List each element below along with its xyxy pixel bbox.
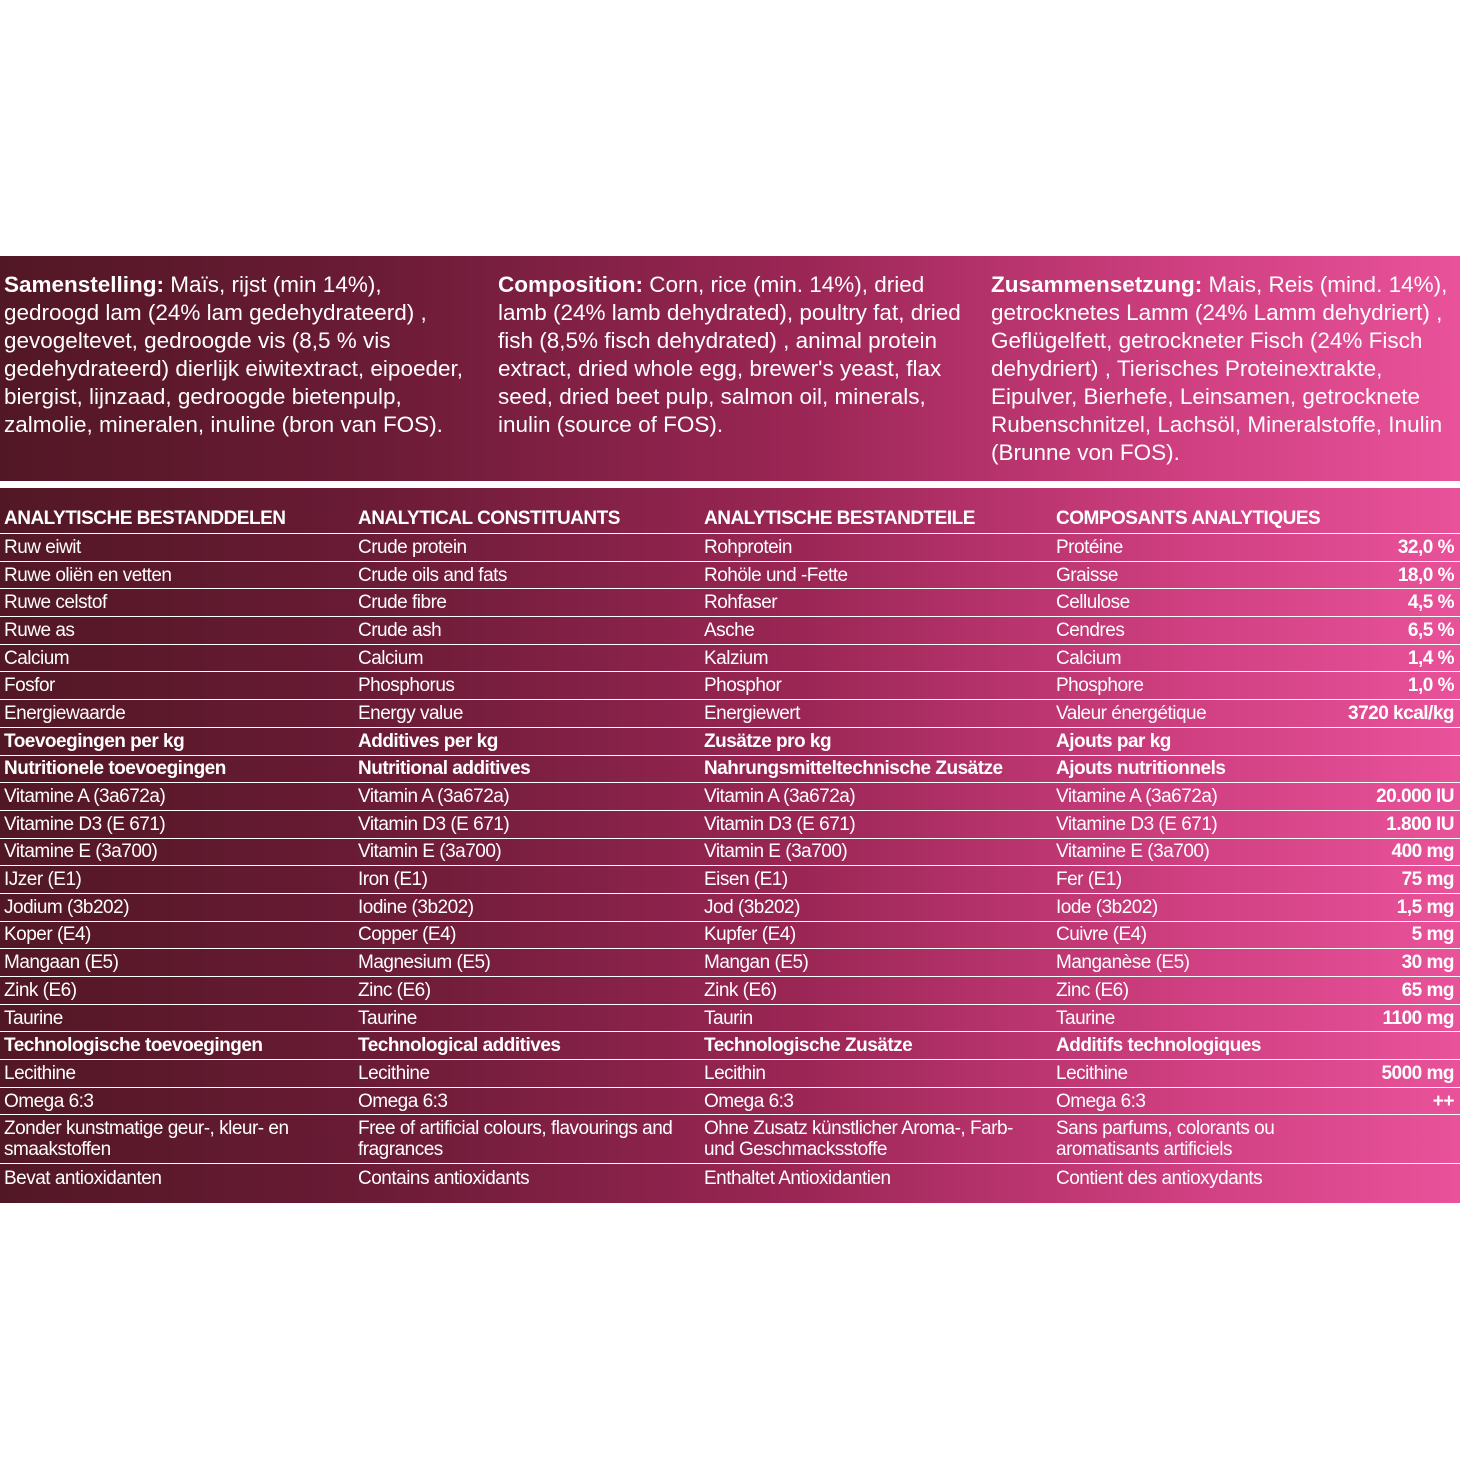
cell-de: Rohöle und -Fette [704,564,848,586]
cell-en: Iron (E1) [358,869,428,891]
cell-fr: Zinc (E6) [1056,979,1129,1001]
cell-nl: IJzer (E1) [4,869,82,891]
table-row [0,1164,1460,1192]
table-row [0,756,1460,784]
cell-fr: Manganèse (E5) [1056,952,1190,974]
cell-de: Nahrungsmitteltechnische Zusätze [704,758,1003,780]
table-row [0,922,1460,950]
cell-nl: Energiewaarde [4,702,126,724]
cell-value: 1.800 IU [1386,813,1454,835]
cell-nl: Lecithine [4,1062,76,1084]
cell-fr: Taurine [1056,1007,1115,1029]
cell-value: 1,0 % [1407,675,1454,697]
composition-nl [4,271,474,439]
cell-de: Mangan (E5) [704,952,809,974]
cell-fr: Protéine [1056,536,1123,558]
header-nl: ANALYTISCHE BESTANDDELEN [4,507,286,529]
cell-en: Vitamin E (3a700) [358,841,502,863]
cell-en: Phosphorus [358,675,455,697]
cell-en: Iodine (3b202) [358,896,474,918]
table-row [0,589,1460,617]
table-row [0,728,1460,756]
cell-de: Kupfer (E4) [704,924,796,946]
table-row [0,562,1460,590]
cell-fr: Contient des antioxydants [1056,1167,1263,1189]
cell-nl: Ruwe celstof [4,592,107,614]
cell-fr: Sans parfums, colorants ou aromatisants artificiels [1056,1118,1275,1161]
cell-fr: Phosphore [1056,675,1144,697]
cell-value: 3720 kcal/kg [1348,702,1454,724]
cell-fr: Calcium [1056,647,1122,669]
cell-value: ++ [1432,1090,1454,1112]
cell-de: Ohne Zusatz künstlicher Aroma-, Farb- und Geschmacksstoffe [704,1118,1013,1161]
cell-de: Phosphor [704,675,782,697]
table-row [0,534,1460,562]
cell-nl: Fosfor [4,675,55,697]
table-row [0,839,1460,867]
table-row [0,1115,1460,1164]
composition-de [991,271,1457,467]
cell-value: 1100 mg [1382,1007,1454,1029]
cell-value: 75 mg [1401,869,1454,891]
cell-nl: Vitamine A (3a672a) [4,786,166,808]
cell-fr: Graisse [1056,564,1118,586]
cell-en: Contains antioxidants [358,1167,530,1189]
table-body [0,534,1460,1192]
cell-de: Eisen (E1) [704,869,788,891]
cell-fr: Cendres [1056,619,1125,641]
cell-en: Energy value [358,702,463,724]
composition-en-text: Corn, rice (min. 14%), dried lamb (24% lamb dehydrated), poultry fat, dried fish (8,5% fisch dehydrated) , animal protein extract, dried whole egg, brewer's yeast, flax seed, dried beet pulp, salmon oil, minerals, inulin (source of FOS). [498,272,961,437]
cell-en: Crude oils and fats [358,564,507,586]
cell-de: Kalzium [704,647,769,669]
cell-nl: Bevat antioxidanten [4,1167,162,1189]
cell-en: Copper (E4) [358,924,456,946]
cell-fr: Ajouts nutritionnels [1056,758,1226,780]
cell-nl: Ruw eiwit [4,536,81,558]
cell-en: Technological additives [358,1035,561,1057]
cell-value: 65 mg [1401,979,1454,1001]
composition-nl-label: Samenstelling: [4,272,165,297]
table-row [0,645,1460,673]
cell-nl: Zonder kunstmatige geur-, kleur- en smaakstoffen [4,1118,289,1161]
cell-de: Vitamin D3 (E 671) [704,813,856,835]
cell-nl: Nutritionele toevoegingen [4,758,226,780]
cell-en: Free of artificial colours, flavourings and fragrances [358,1118,673,1161]
cell-de: Energiewert [704,702,800,724]
cell-nl: Technologische toevoegingen [4,1035,263,1057]
cell-de: Asche [704,619,755,641]
cell-en: Lecithine [358,1062,430,1084]
cell-de: Vitamin E (3a700) [704,841,848,863]
table-row [0,1005,1460,1033]
cell-de: Zusätze pro kg [704,730,832,752]
cell-nl: Jodium (3b202) [4,896,130,918]
table-header-row [0,503,1460,534]
cell-value: 5 mg [1411,924,1454,946]
cell-value: 5000 mg [1381,1062,1454,1084]
cell-fr: Lecithine [1056,1062,1128,1084]
cell-en: Vitamin A (3a672a) [358,786,510,808]
cell-nl: Omega 6:3 [4,1090,94,1112]
composition-de-label: Zusammensetzung: [991,272,1203,297]
cell-de: Rohfaser [704,592,778,614]
table-row [0,783,1460,811]
cell-de: Zink (E6) [704,979,777,1001]
table-row [0,1032,1460,1060]
cell-de: Technologische Zusätze [704,1035,913,1057]
cell-de: Rohprotein [704,536,792,558]
cell-en: Omega 6:3 [358,1090,448,1112]
cell-value: 1,4 % [1407,647,1454,669]
header-fr: COMPOSANTS ANALYTIQUES [1056,507,1321,529]
table-row [0,1088,1460,1116]
table-row [0,700,1460,728]
cell-fr: Vitamine D3 (E 671) [1056,813,1218,835]
table-row [0,1060,1460,1088]
table-row [0,672,1460,700]
analytical-table [0,503,1460,1192]
cell-fr: Ajouts par kg [1056,730,1171,752]
cell-de: Omega 6:3 [704,1090,794,1112]
cell-nl: Ruwe as [4,619,75,641]
cell-value: 6,5 % [1407,619,1454,641]
cell-value: 400 mg [1391,841,1454,863]
cell-nl: Taurine [4,1007,63,1029]
cell-value: 18,0 % [1397,564,1454,586]
cell-de: Enthaltet Antioxidantien [704,1167,891,1189]
cell-nl: Zink (E6) [4,979,77,1001]
table-row [0,811,1460,839]
table-row [0,894,1460,922]
cell-value: 30 mg [1401,952,1454,974]
cell-en: Nutritional additives [358,758,531,780]
header-de: ANALYTISCHE BESTANDTEILE [704,507,975,529]
cell-fr: Iode (3b202) [1056,896,1158,918]
cell-fr: Vitamine A (3a672a) [1056,786,1218,808]
cell-en: Zinc (E6) [358,979,431,1001]
cell-fr: Cellulose [1056,592,1130,614]
cell-en: Crude protein [358,536,467,558]
cell-value: 1,5 mg [1396,896,1454,918]
cell-de: Vitamin A (3a672a) [704,786,856,808]
cell-en: Additives per kg [358,730,498,752]
cell-value: 32,0 % [1397,536,1454,558]
header-en: ANALYTICAL CONSTITUANTS [358,507,620,529]
cell-en: Vitamin D3 (E 671) [358,813,510,835]
cell-de: Lecithin [704,1062,766,1084]
cell-nl: Koper (E4) [4,924,91,946]
cell-nl: Vitamine D3 (E 671) [4,813,166,835]
composition-de-text: Mais, Reis (mind. 14%), getrocknetes Lamm (24% Lamm dehydriert) , Geflügelfett, getrockneter Fisch (24% Fisch dehydriert) , Tierisches Proteinextrakte, Eipulver, Bierhefe, Leinsamen, getrocknete Rubenschnitzel, Lachsöl, Mineralstoffe, Inulin (Brunne von FOS). [991,272,1448,465]
cell-en: Crude ash [358,619,442,641]
table-row [0,617,1460,645]
cell-fr: Omega 6:3 [1056,1090,1146,1112]
cell-en: Magnesium (E5) [358,952,491,974]
composition-nl-text: Maïs, rijst (min 14%), gedroogd lam (24% lam gedehydrateerd) , gevogeltevet, gedroogde vis (8,5 % vis gedehydrateerd) dierlijk eiwitextract, eipoeder, biergist, lijnzaad, gedroogde bietenpulp, zalmolie, mineralen, inuline (bron van FOS). [4,272,463,437]
cell-de: Jod (3b202) [704,896,800,918]
cell-nl: Mangaan (E5) [4,952,119,974]
cell-nl: Ruwe oliën en vetten [4,564,172,586]
cell-fr: Cuivre (E4) [1056,924,1147,946]
table-row [0,866,1460,894]
cell-value: 20.000 IU [1376,786,1454,808]
cell-fr: Fer (E1) [1056,869,1122,891]
table-row [0,977,1460,1005]
cell-en: Calcium [358,647,424,669]
cell-nl: Vitamine E (3a700) [4,841,158,863]
cell-nl: Toevoegingen per kg [4,730,185,752]
cell-value: 4,5 % [1407,592,1454,614]
cell-fr: Vitamine E (3a700) [1056,841,1210,863]
cell-nl: Calcium [4,647,70,669]
cell-de: Taurin [704,1007,753,1029]
cell-en: Crude fibre [358,592,447,614]
composition-en-label: Composition: [498,272,643,297]
cell-fr: Valeur énergétique [1056,702,1207,724]
table-row [0,949,1460,977]
composition-en [498,271,966,439]
cell-fr: Additifs technologiques [1056,1035,1261,1057]
cell-en: Taurine [358,1007,417,1029]
